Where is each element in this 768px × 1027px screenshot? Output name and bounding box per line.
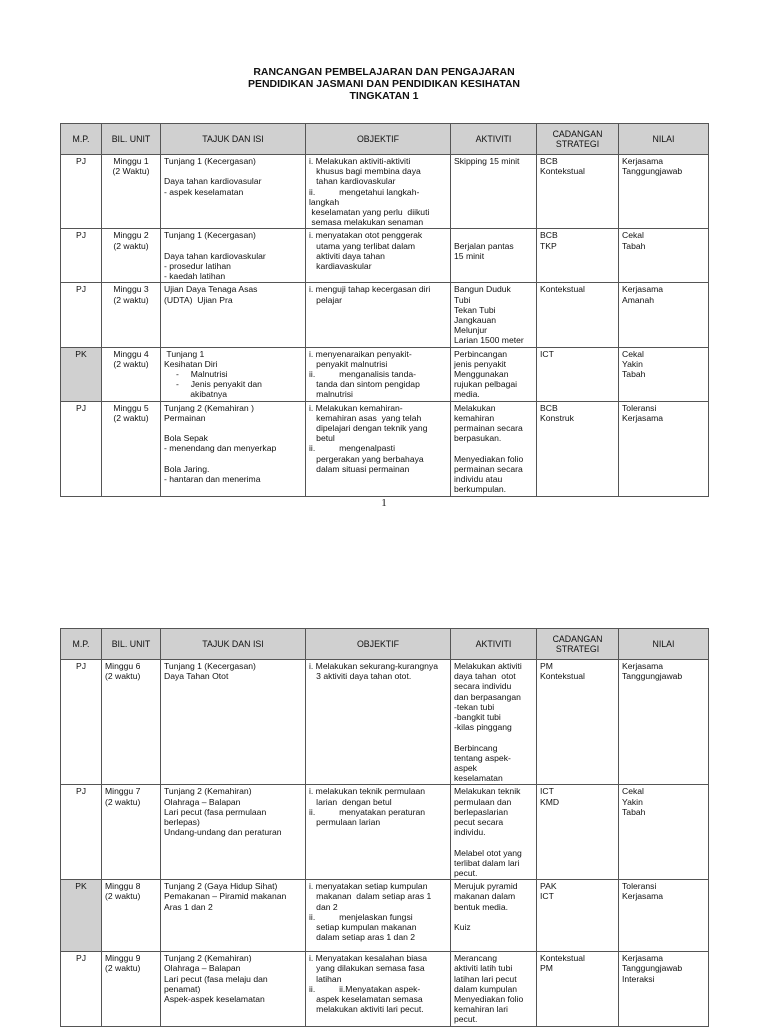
title-line-3: TINGKATAN 1	[349, 90, 419, 102]
aktiviti-cell	[451, 155, 537, 229]
cell-line: aspek	[454, 763, 477, 774]
cell-line: - aspek keselamatan	[164, 186, 244, 197]
header-bil-unit: BIL. UNIT	[102, 629, 161, 660]
cell-line: dan 2	[309, 901, 338, 912]
cell-line: PM	[540, 963, 553, 974]
cell-line: Minggu 3	[113, 284, 149, 295]
cell-line: Daya Tahan Otot	[164, 671, 229, 682]
table-row	[61, 952, 709, 1027]
cell-line: Minggu 8	[105, 881, 141, 892]
cell-line	[454, 443, 533, 453]
header-bil-unit: BIL. UNIT	[102, 124, 161, 155]
cell-line	[454, 837, 533, 847]
mp-cell: PJ	[61, 785, 102, 880]
cell-line: Skipping 15 minit	[454, 156, 520, 166]
cell-line: ICT	[540, 891, 554, 902]
objektif-cell	[306, 283, 451, 347]
cell-line: Kerjasama	[622, 953, 664, 964]
tajuk-cell	[161, 952, 306, 1027]
cell-line: Pemakanan – Piramid makanan	[164, 891, 287, 902]
header-objektif: OBJEKTIF	[306, 124, 451, 155]
cell-line: Cekal	[622, 786, 644, 797]
objektif-cell	[306, 660, 451, 785]
mp-cell: PJ	[61, 229, 102, 283]
cell-line: ICT	[540, 786, 554, 797]
cell-line: dipelajari dengan teknik yang	[309, 423, 428, 434]
cell-line: Melunjur	[454, 325, 487, 336]
objektif-cell	[306, 880, 451, 952]
header-strategi: CADANGAN STRATEGI	[537, 629, 619, 660]
cell-line	[454, 230, 533, 240]
cell-line: permainan secara	[454, 423, 523, 434]
cell-line: penamat)	[164, 983, 201, 994]
cell-line: Yakin	[622, 358, 643, 369]
tajuk-cell	[161, 155, 306, 229]
cell-line: utama yang terlibat dalam	[309, 240, 416, 251]
header-tajuk: TAJUK DAN ISI	[161, 124, 306, 155]
cell-line: individu atau	[454, 474, 503, 485]
cell-line: permainan secara	[454, 463, 523, 474]
strategi-cell	[537, 229, 619, 283]
cell-line: 15 minit	[454, 250, 485, 261]
table-row	[61, 785, 709, 880]
strategi-cell	[537, 952, 619, 1027]
cell-line: i. Menyatakan kesalahan biasa	[309, 953, 428, 964]
cell-line: Tubi	[454, 294, 471, 305]
cell-line: betul	[309, 433, 335, 444]
cell-line: daya tahan otot	[454, 671, 516, 682]
strategi-cell	[537, 347, 619, 401]
cell-line: (2 waktu)	[105, 671, 141, 682]
cell-line: BCB	[540, 402, 558, 413]
header-mp: M.P.	[61, 124, 102, 155]
strategi-cell	[537, 785, 619, 880]
strategi-cell	[537, 155, 619, 229]
cell-line: i. Melakukan kemahiran-	[309, 402, 403, 413]
cell-line: Kesihatan Diri	[164, 358, 218, 369]
cell-line	[164, 166, 302, 176]
cell-line: Yakin	[622, 796, 643, 807]
cell-line: Permainan	[164, 412, 206, 423]
cell-line: aktiviti latih tubi	[454, 963, 513, 974]
header-nilai: NILAI	[619, 629, 709, 660]
cell-line: kardiavaskular	[309, 261, 372, 272]
cell-line: Amanah	[622, 294, 655, 305]
cell-line: Berjalan pantas	[454, 240, 514, 251]
cell-line: melakukan aktiviti lari pecut.	[309, 1004, 424, 1015]
cell-line: Kerjasama	[622, 891, 664, 902]
cell-line: Jangkauan	[454, 315, 497, 326]
nilai-cell	[619, 155, 709, 229]
aktiviti-cell	[451, 283, 537, 347]
aktiviti-cell	[451, 401, 537, 496]
cell-line: Tunjang 1 (Kecergasan)	[164, 156, 256, 166]
cell-line: Tunjang 2 (Gaya Hidup Sihat)	[164, 881, 278, 892]
cell-line: Tunjang 2 (Kemahiran )	[164, 402, 254, 413]
cell-line: (2 waktu)	[105, 891, 141, 902]
mp-cell: PJ	[61, 952, 102, 1027]
cell-line: Kontekstual	[540, 166, 585, 177]
cell-line: Tekan Tubi	[454, 304, 496, 315]
cell-line: Minggu 5	[113, 402, 149, 413]
cell-line: i. menyenaraikan penyakit-	[309, 348, 412, 359]
cell-line: Tanggungjawab	[622, 166, 683, 177]
header-aktiviti: AKTIVITI	[451, 124, 537, 155]
mp-cell: PJ	[61, 283, 102, 347]
aktiviti-cell	[451, 880, 537, 952]
cell-line: rujukan pelbagai	[454, 379, 518, 390]
cell-line: Merancang	[454, 953, 497, 964]
cell-line: Tanggungjawab	[622, 671, 683, 682]
mp-cell: PJ	[61, 401, 102, 496]
cell-line: i. menyatakan setiap kumpulan	[309, 881, 428, 892]
strategi-cell	[537, 880, 619, 952]
cell-line: latihan	[309, 973, 342, 984]
cell-line: Tunjang 1 (Kecergasan)	[164, 230, 256, 241]
table-row	[61, 880, 709, 952]
table-row	[61, 347, 709, 401]
cell-line: berpasukan.	[454, 433, 502, 444]
cell-line: Melakukan teknik	[454, 786, 521, 797]
cell-line	[164, 454, 302, 464]
cell-line: Larian 1500 meter	[454, 335, 524, 346]
cell-line: -bangkit tubi	[454, 712, 501, 723]
cell-line	[164, 241, 302, 251]
cell-line: BCB	[540, 230, 558, 241]
cell-line: Cekal	[622, 230, 644, 241]
cell-line: Tabah	[622, 240, 646, 251]
nilai-cell	[619, 785, 709, 880]
lesson-plan-table-2	[60, 628, 709, 1027]
aktiviti-cell	[451, 660, 537, 785]
cell-line: Kerjasama	[622, 284, 664, 295]
cell-line	[454, 732, 533, 742]
objektif-cell	[306, 347, 451, 401]
bil-unit-cell	[102, 952, 161, 1027]
cell-line: Melabel otot yang	[454, 847, 522, 858]
header-objektif: OBJEKTIF	[306, 629, 451, 660]
cell-line: Bola Sepak	[164, 433, 208, 444]
cell-line: pecut.	[454, 1014, 478, 1025]
cell-line: secara individu	[454, 681, 512, 692]
tajuk-cell	[161, 401, 306, 496]
cell-line: semasa melakukan senaman	[309, 217, 424, 228]
cell-line: Kontekstual	[540, 671, 585, 682]
strategi-cell	[537, 283, 619, 347]
cell-line: Aspek-aspek keselamatan	[164, 994, 265, 1005]
aktiviti-cell	[451, 347, 537, 401]
cell-line: PAK	[540, 881, 557, 892]
cell-line: Kontekstual	[540, 284, 585, 295]
cell-line: yang dilakukan semasa fasa	[309, 963, 425, 974]
cell-line: -kilas pinggang	[454, 722, 512, 733]
cell-line: 3 aktiviti daya tahan otot.	[309, 671, 412, 682]
cell-line: Kerjasama	[622, 412, 664, 423]
cell-line: (2 waktu)	[113, 412, 149, 423]
cell-line: dalam setiap aras 1 dan 2	[309, 932, 416, 943]
cell-line	[454, 912, 533, 922]
cell-line: Undang-undang dan peraturan	[164, 827, 282, 838]
cell-line: - Malnutrisi	[164, 369, 228, 380]
nilai-cell	[619, 229, 709, 283]
cell-line: keselamatan	[454, 773, 503, 784]
cell-line: permulaan larian	[309, 817, 381, 828]
cell-line: Tabah	[622, 806, 646, 817]
cell-line: TKP	[540, 240, 557, 251]
document-title	[0, 66, 768, 102]
mp-cell: PJ	[61, 155, 102, 229]
cell-line: (2 waktu)	[113, 358, 149, 369]
nilai-cell	[619, 952, 709, 1027]
table-row	[61, 660, 709, 785]
cell-line: Melakukan aktiviti	[454, 661, 522, 671]
table-row	[61, 283, 709, 347]
cell-line: akibatnya	[164, 389, 228, 400]
title-line-1: RANCANGAN PEMBELAJARAN DAN PENGAJARAN	[253, 66, 515, 78]
cell-line: aktiviti daya tahan	[309, 250, 385, 261]
nilai-cell	[619, 660, 709, 785]
objektif-cell	[306, 155, 451, 229]
cell-line: permulaan dan	[454, 796, 512, 807]
bil-unit-cell	[102, 229, 161, 283]
strategi-cell	[537, 401, 619, 496]
tajuk-cell	[161, 283, 306, 347]
cell-line: kemahiran asas yang telah	[309, 412, 422, 423]
cell-line: Minggu 6	[105, 661, 141, 671]
cell-line: ii. menyatakan peraturan	[309, 806, 426, 817]
cell-line: tentang aspek-	[454, 752, 511, 763]
cell-line: Menggunakan	[454, 369, 509, 380]
cell-line: berkumpulan.	[454, 484, 507, 495]
cell-line: Minggu 4	[113, 348, 149, 359]
tajuk-cell	[161, 229, 306, 283]
cell-line: Olahraga – Balapan	[164, 963, 241, 974]
cell-line: khusus bagi membina daya	[309, 166, 421, 177]
cell-line: pelajar	[309, 294, 342, 305]
cell-line: Daya tahan kardiovasular	[164, 176, 262, 187]
cell-line: keselamatan yang perlu diikuti	[309, 207, 430, 218]
lesson-plan-table-1	[60, 123, 709, 497]
aktiviti-cell	[451, 952, 537, 1027]
cell-line: Berbincang	[454, 742, 498, 753]
nilai-cell	[619, 283, 709, 347]
bil-unit-cell	[102, 155, 161, 229]
cell-line: media.	[454, 389, 480, 400]
cell-line: terlibat dalam lari	[454, 857, 520, 868]
cell-line: Minggu 2	[113, 230, 149, 241]
cell-line: Bangun Duduk	[454, 284, 511, 295]
cell-line: setiap kumpulan makanan	[309, 922, 417, 933]
cell-line: Tunjang 1 (Kecergasan)	[164, 661, 256, 671]
cell-line: Kerjasama	[622, 156, 664, 166]
cell-line: ii. ii.Menyatakan aspek-	[309, 983, 421, 994]
cell-line: Kontekstual	[540, 953, 585, 964]
mp-cell: PK	[61, 347, 102, 401]
cell-line: - Jenis penyakit dan	[164, 379, 262, 390]
document-page-2	[0, 560, 768, 1024]
header-nilai: NILAI	[619, 124, 709, 155]
cell-line: makanan dalam setiap aras 1	[309, 891, 432, 902]
cell-line: pergerakan yang berbahaya	[309, 453, 424, 464]
cell-line: ii. menganalisis tanda-	[309, 369, 416, 380]
page-number: 1	[381, 497, 387, 509]
nilai-cell	[619, 401, 709, 496]
cell-line: - hantaran dan menerima	[164, 474, 261, 485]
cell-line: dan berpasangan	[454, 691, 521, 702]
cell-line: penyakit malnutrisi	[309, 358, 388, 369]
cell-line: malnutrisi	[309, 389, 353, 400]
cell-line: Toleransi	[622, 402, 657, 413]
cell-line: kemahiran	[454, 412, 495, 423]
cell-line: dalam situasi permainan	[309, 463, 410, 474]
cell-line: -tekan tubi	[454, 701, 495, 712]
cell-line: ii. mengetahui langkah-	[309, 186, 420, 197]
header-tajuk: TAJUK DAN ISI	[161, 629, 306, 660]
nilai-cell	[619, 880, 709, 952]
cell-line: berlepaslarian	[454, 806, 508, 817]
cell-line: i. melakukan teknik permulaan	[309, 786, 426, 797]
cell-line: Tunjang 2 (Kemahiran)	[164, 786, 252, 797]
cell-line: langkah	[309, 196, 340, 207]
cell-line: Merujuk pyramid	[454, 881, 518, 892]
bil-unit-cell	[102, 401, 161, 496]
bil-unit-cell	[102, 347, 161, 401]
cell-line: - prosedur latihan	[164, 261, 231, 272]
objektif-cell	[306, 229, 451, 283]
cell-line: (2 waktu)	[105, 963, 141, 974]
tajuk-cell	[161, 660, 306, 785]
tajuk-cell	[161, 880, 306, 952]
cell-line: Konstruk	[540, 412, 574, 423]
cell-line: ii. mengenalpasti	[309, 443, 395, 454]
cell-line: (2 Waktu)	[112, 166, 150, 177]
cell-line: BCB	[540, 156, 558, 166]
table-header-row	[61, 629, 709, 660]
bil-unit-cell	[102, 880, 161, 952]
nilai-cell	[619, 347, 709, 401]
objektif-cell	[306, 401, 451, 496]
cell-line: Minggu 9	[105, 953, 141, 964]
cell-line: aspek keselamatan semasa	[309, 994, 423, 1005]
table-header-row	[61, 124, 709, 155]
aktiviti-cell	[451, 229, 537, 283]
tajuk-cell	[161, 785, 306, 880]
cell-line: tahan kardiovaskular	[309, 176, 396, 187]
cell-line: Tabah	[622, 369, 646, 380]
cell-line: (2 waktu)	[105, 796, 141, 807]
mp-cell: PK	[61, 880, 102, 952]
strategi-cell	[537, 660, 619, 785]
aktiviti-cell	[451, 785, 537, 880]
table-row	[61, 229, 709, 283]
cell-line: larian dengan betul	[309, 796, 392, 807]
cell-line: Cekal	[622, 348, 644, 359]
cell-line: jenis penyakit	[454, 358, 507, 369]
cell-line: Tunjang 1	[164, 348, 205, 359]
cell-line: makanan dalam	[454, 891, 516, 902]
cell-line: dalam kumpulan	[454, 983, 518, 994]
objektif-cell	[306, 785, 451, 880]
cell-line: - menendang dan menyerkap	[164, 443, 277, 454]
cell-line: Interaksi	[622, 973, 655, 984]
cell-line: bentuk media.	[454, 901, 508, 912]
cell-line: PM	[540, 661, 553, 671]
cell-line: pecut secara	[454, 817, 504, 828]
cell-line: Ujian Daya Tenaga Asas	[164, 284, 258, 295]
cell-line: Kuiz	[454, 922, 471, 933]
cell-line: ii. menjelaskan fungsi	[309, 911, 413, 922]
cell-line	[164, 423, 302, 433]
header-mp: M.P.	[61, 629, 102, 660]
cell-line: Lari pecut (fasa permulaan	[164, 806, 267, 817]
cell-line: i. menyatakan otot penggerak	[309, 230, 423, 241]
cell-line: individu.	[454, 827, 486, 838]
cell-line: i. Melakukan aktiviti-aktiviti	[309, 156, 411, 166]
cell-line: KMD	[540, 796, 560, 807]
bil-unit-cell	[102, 785, 161, 880]
cell-line: ICT	[540, 348, 554, 359]
cell-line: (UDTA) Ujian Pra	[164, 294, 233, 305]
bil-unit-cell	[102, 283, 161, 347]
cell-line: pecut.	[454, 868, 478, 879]
cell-line: Daya tahan kardiovaskular	[164, 250, 266, 261]
header-aktiviti: AKTIVITI	[451, 629, 537, 660]
cell-line: Menyediakan folio	[454, 994, 524, 1005]
cell-line: i. menguji tahap kecergasan diri	[309, 284, 431, 295]
cell-line: Olahraga – Balapan	[164, 796, 241, 807]
cell-line: i. Melakukan sekurang-kurangnya	[309, 661, 438, 671]
table-row	[61, 155, 709, 229]
cell-line: latihan lari pecut	[454, 973, 517, 984]
cell-line: Toleransi	[622, 881, 657, 892]
cell-line: Kerjasama	[622, 661, 664, 671]
cell-line: Tanggungjawab	[622, 963, 683, 974]
table-row	[61, 401, 709, 496]
cell-line: Bola Jaring.	[164, 463, 210, 474]
cell-line: tanda dan sintom pengidap	[309, 379, 420, 390]
cell-line: Minggu 1	[113, 156, 149, 166]
cell-line: Minggu 7	[105, 786, 141, 797]
tajuk-cell	[161, 347, 306, 401]
cell-line: Aras 1 dan 2	[164, 901, 213, 912]
cell-line: Melakukan	[454, 402, 496, 413]
header-strategi: CADANGAN STRATEGI	[537, 124, 619, 155]
mp-cell: PJ	[61, 660, 102, 785]
bil-unit-cell	[102, 660, 161, 785]
objektif-cell	[306, 952, 451, 1027]
cell-line: - kaedah latihan	[164, 271, 226, 282]
cell-line: (2 waktu)	[113, 240, 149, 251]
cell-line: (2 waktu)	[113, 294, 149, 305]
cell-line: berlepas)	[164, 817, 200, 828]
cell-line: Perbincangan	[454, 348, 508, 359]
cell-line: kemahiran lari	[454, 1004, 508, 1015]
cell-line: Tunjang 2 (Kemahiran)	[164, 953, 252, 964]
title-line-2: PENDIDIKAN JASMANI DAN PENDIDIKAN KESIHATAN	[247, 78, 521, 90]
cell-line: Menyediakan folio	[454, 453, 524, 464]
cell-line: Lari pecut (fasa melaju dan	[164, 973, 268, 984]
